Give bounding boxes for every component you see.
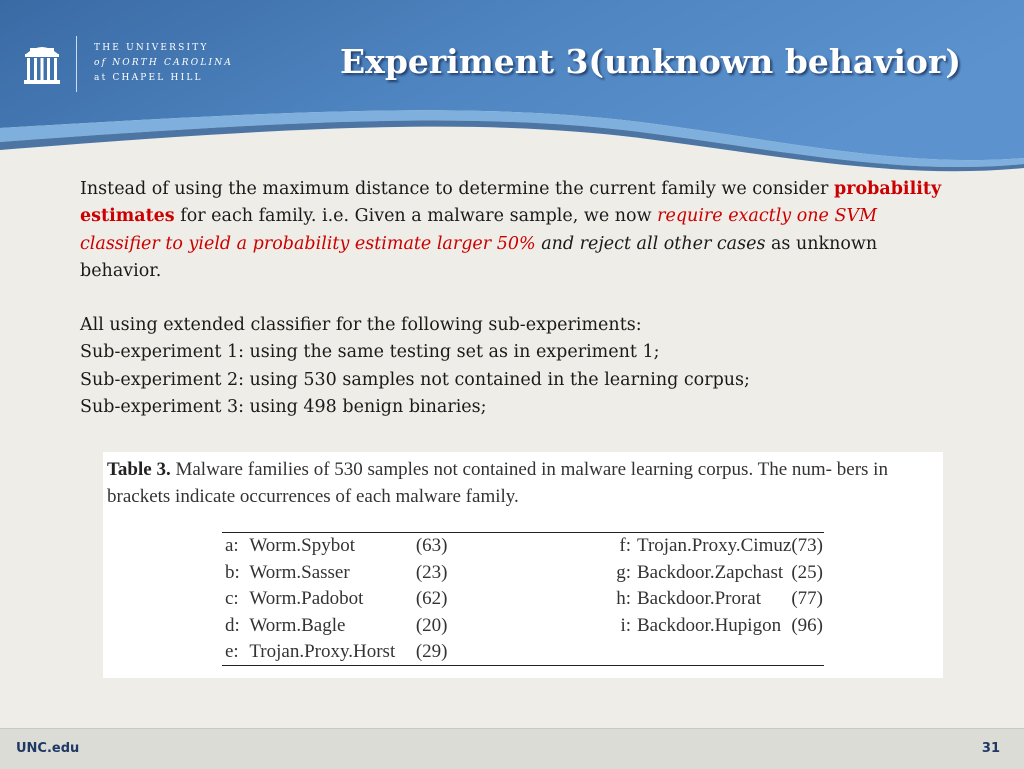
- table-figure: [103, 452, 943, 678]
- intro-text-3: as unknown behavior.: [80, 233, 878, 281]
- slide-header: [0, 0, 1024, 175]
- family-count: (62): [415, 588, 448, 610]
- footer-site-label: UNC.edu: [16, 741, 80, 756]
- table-row: [223, 533, 823, 560]
- body-line: All using extended classifier for the following sub-experiments:: [80, 315, 642, 336]
- family-name: Worm.Padobot: [249, 588, 364, 610]
- slide-footer: [0, 728, 1024, 769]
- intro-highlight-italic: require exactly one SVM classifier to yield a probability estimate larger 50%: [80, 206, 878, 254]
- slide-title: Experiment 3(unknown behavior): [340, 42, 961, 81]
- table-row: [223, 639, 823, 666]
- family-name: [637, 639, 791, 666]
- family-count: (25): [791, 561, 823, 583]
- family-name: Worm.Sasser: [249, 561, 350, 583]
- body-line: Sub-experiment 2: using 530 samples not contained in the learning corpus;: [80, 369, 750, 390]
- family-name: Worm.Spybot: [249, 535, 355, 556]
- family-count: (23): [415, 561, 448, 583]
- family-letter: [472, 639, 637, 666]
- family-name: Backdoor.Hupigon: [637, 614, 782, 636]
- family-count: (63): [415, 535, 448, 556]
- old-well-logo-icon: [22, 38, 62, 88]
- family-letter: h:: [616, 588, 631, 610]
- logo-divider: [76, 36, 77, 92]
- body-line: Sub-experiment 1: using the same testing set as in experiment 1;: [80, 342, 660, 363]
- malware-family-table: [223, 533, 823, 666]
- table-row: [223, 560, 823, 587]
- family-letter: d:: [225, 614, 240, 636]
- table-caption: [107, 456, 939, 510]
- slide-number: 31: [981, 741, 1000, 756]
- family-name: Worm.Bagle: [249, 614, 346, 636]
- family-letter: a:: [225, 535, 239, 556]
- university-line-3: at CHAPEL HILL: [94, 73, 203, 83]
- table-row: [223, 586, 823, 613]
- header-banner: [0, 0, 1024, 175]
- intro-paragraph: [80, 176, 960, 285]
- intro-text-1: Instead of using the maximum distance to determine the current family we consider: [80, 179, 834, 199]
- intro-highlight-bold: probability estimates: [80, 179, 942, 227]
- family-letter: f:: [619, 535, 631, 556]
- university-wordmark: [94, 41, 233, 86]
- family-count: [791, 639, 823, 666]
- table-bottom-rule: [222, 665, 824, 666]
- family-letter: c:: [225, 588, 239, 610]
- table-caption-text: Malware families of 530 samples not contained in malware learning corpus. The num- bers in brackets indicate occurrences of each malware family.: [107, 459, 888, 507]
- family-letter: b:: [225, 561, 240, 583]
- family-count: (96): [791, 614, 823, 636]
- family-name: Backdoor.Zapchast: [637, 561, 784, 583]
- slide-body: [80, 176, 960, 421]
- family-count: (29): [415, 641, 448, 663]
- paragraph-gap: [80, 285, 960, 312]
- family-count: (77): [791, 588, 823, 610]
- family-letter: e:: [225, 641, 239, 663]
- intro-italic: and reject all other cases: [535, 233, 766, 254]
- table-caption-label: Table 3.: [107, 459, 171, 480]
- family-name: Trojan.Proxy.Cimuz: [637, 535, 792, 556]
- family-name: Trojan.Proxy.Horst: [249, 641, 396, 663]
- family-letter: g:: [616, 561, 631, 583]
- body-line: Sub-experiment 3: using 498 benign binaries;: [80, 397, 487, 418]
- university-line-1: THE UNIVERSITY: [94, 43, 209, 53]
- table-row: [223, 613, 823, 640]
- family-count: (20): [415, 614, 448, 636]
- family-name: Backdoor.Prorat: [637, 588, 762, 610]
- intro-text-2: for each family. i.e. Given a malware sample, we now: [174, 206, 658, 227]
- family-letter: i:: [620, 614, 631, 636]
- university-line-2: of NORTH CAROLINA: [94, 58, 234, 68]
- family-count: (73): [791, 535, 823, 556]
